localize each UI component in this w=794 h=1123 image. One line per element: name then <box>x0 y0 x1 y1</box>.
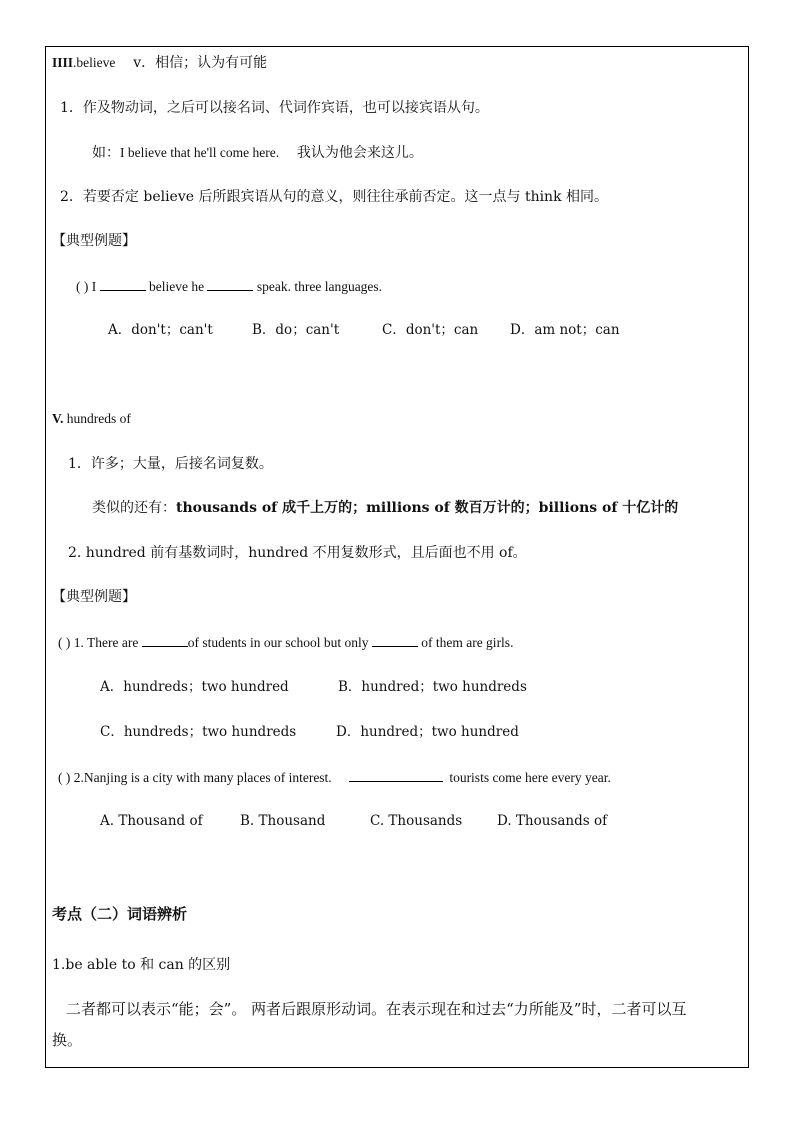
hundreds-similar: 类似的还有：thousands of 成千上万的；millions of 数百万计的；billions of 十亿计的 <box>92 500 679 516</box>
section-hundreds-heading: V. hundreds of <box>52 411 131 426</box>
believe-option-b: B．do；can't <box>252 322 340 338</box>
q2-option-c: C. Thousands <box>370 813 463 829</box>
key-point-2-paragraph-line-1: 二者都可以表示“能；会”。 两者后跟原形动词。在表示现在和过去“力所能及”时，二者可以互 <box>66 1000 687 1018</box>
believe-question: ( ) I believe he speak. three languages. <box>76 276 382 297</box>
answer-blank <box>100 276 146 291</box>
answer-blank <box>207 276 253 291</box>
q2-option-a: A. Thousand of <box>100 813 203 829</box>
answer-blank <box>349 767 443 782</box>
section-believe-heading: IIII.believe v．相信；认为有可能 <box>52 55 268 71</box>
believe-point-1: 1．作及物动词，之后可以接名词、代词作宾语，也可以接宾语从句。 <box>60 100 489 116</box>
believe-point-2: 2．若要否定 believe 后所跟宾语从句的意义，则往往承前否定。这一点与 think 相同。 <box>60 189 609 205</box>
answer-blank <box>142 632 188 647</box>
key-point-2-subheading: 1.be able to 和 can 的区别 <box>52 957 231 973</box>
believe-option-d: D．am not；can <box>510 322 620 338</box>
believe-option-a: A．don't；can't <box>108 322 213 338</box>
hundreds-question-2: ( ) 2.Nanjing is a city with many places of interest. tourists come here every year. <box>58 767 611 788</box>
q1-option-c: C．hundreds；two hundreds <box>100 724 297 740</box>
exercise-header-1: 【典型例题】 <box>52 233 136 249</box>
q1-option-a: A．hundreds；two hundred <box>100 679 289 695</box>
believe-option-c: C．don't；can <box>382 322 479 338</box>
q2-option-d: D. Thousands of <box>497 813 608 829</box>
key-point-2-paragraph-line-2: 换。 <box>52 1031 83 1049</box>
key-point-2-heading: 考点（二）词语辨析 <box>52 905 188 923</box>
q1-option-d: D．hundred；two hundred <box>336 724 519 740</box>
hundreds-point-2: 2. hundred 前有基数词时，hundred 不用复数形式，且后面也不用 of。 <box>68 545 527 561</box>
q1-option-b: B．hundred；two hundreds <box>338 679 527 695</box>
exercise-header-2: 【典型例题】 <box>52 589 136 605</box>
believe-example: 如：I believe that he'll come here. 我认为他会来这儿。 <box>92 145 423 161</box>
hundreds-point-1: 1．许多；大量，后接名词复数。 <box>68 456 273 472</box>
hundreds-question-1: ( ) 1. There are of students in our school but only of them are girls. <box>58 632 513 653</box>
q2-option-b: B. Thousand <box>240 813 326 829</box>
answer-blank <box>372 632 418 647</box>
